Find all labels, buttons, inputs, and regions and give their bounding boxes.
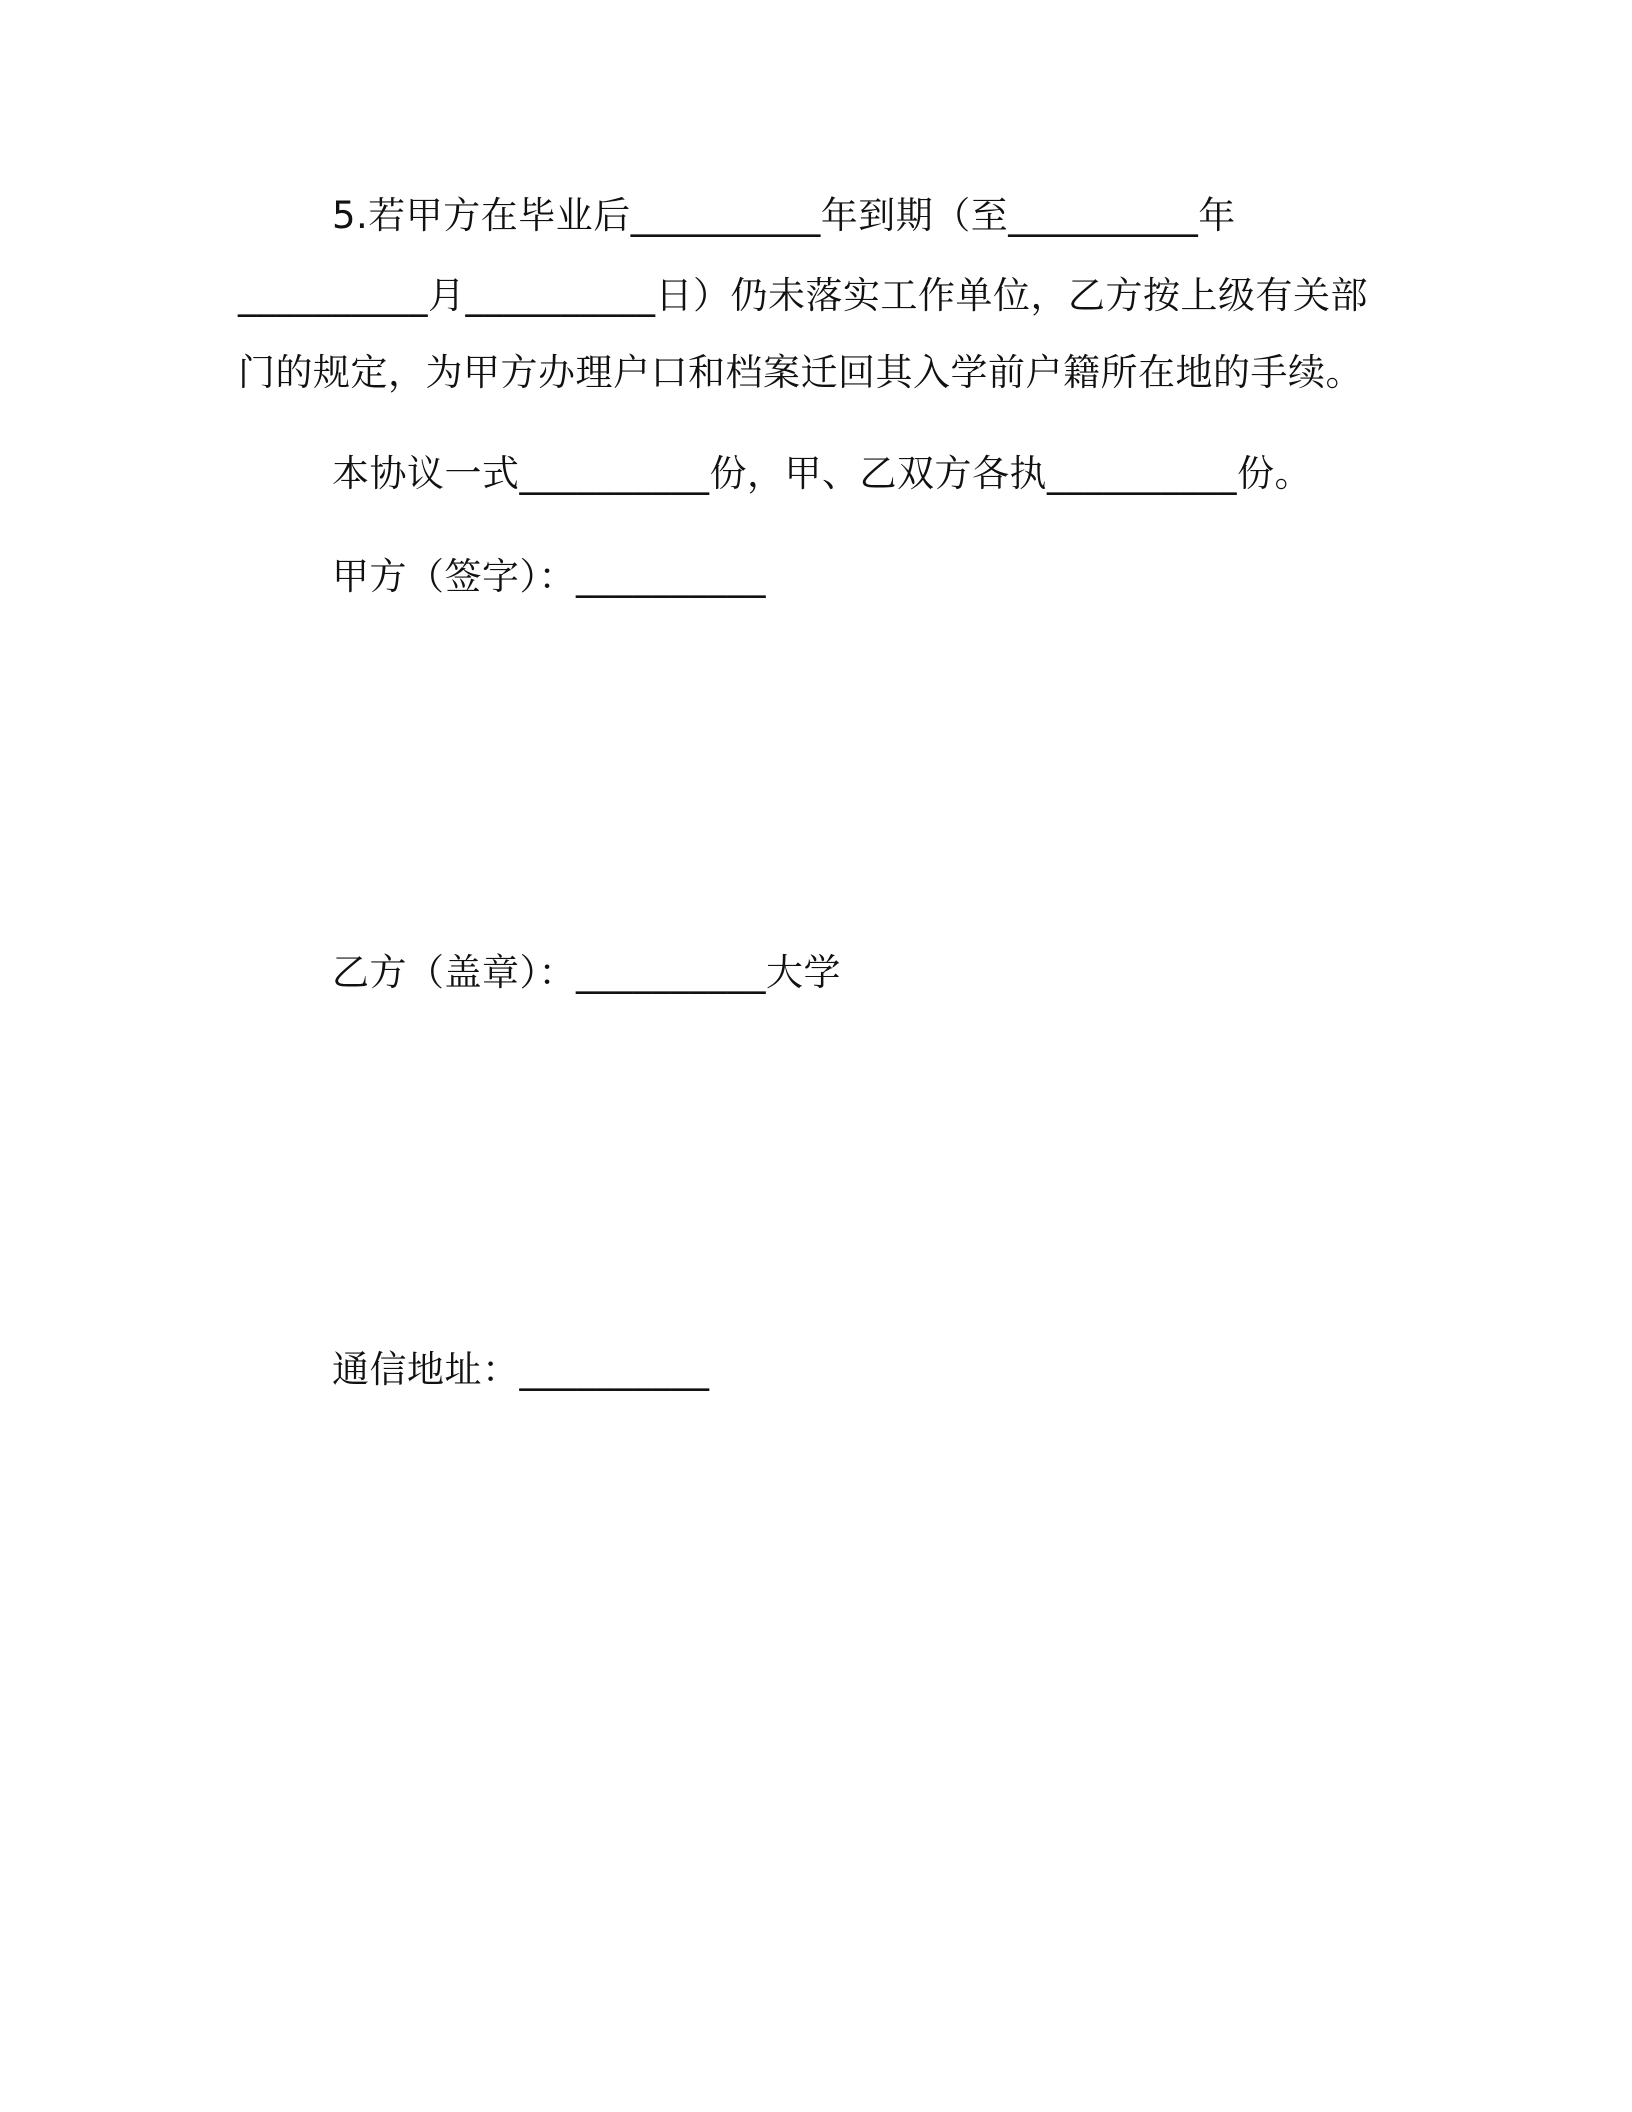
clause-5-line-2: __________月__________日）仍未落实工作单位，乙方按上级有关部	[238, 274, 1368, 317]
copies-statement: 本协议一式__________份，甲、乙双方各执__________份。	[332, 452, 1312, 495]
party-b-seal-line: 乙方（盖章）：__________大学	[332, 951, 841, 994]
party-a-signature-line: 甲方（签字）：__________	[332, 555, 766, 598]
clause-5-line-1: 5.若甲方在毕业后__________年到期（至__________年	[332, 194, 1236, 237]
mailing-address-line: 通信地址：__________	[332, 1348, 710, 1391]
clause-5-line-3: 门的规定，为甲方办理户口和档案迁回其入学前户籍所在地的手续。	[238, 351, 1363, 394]
